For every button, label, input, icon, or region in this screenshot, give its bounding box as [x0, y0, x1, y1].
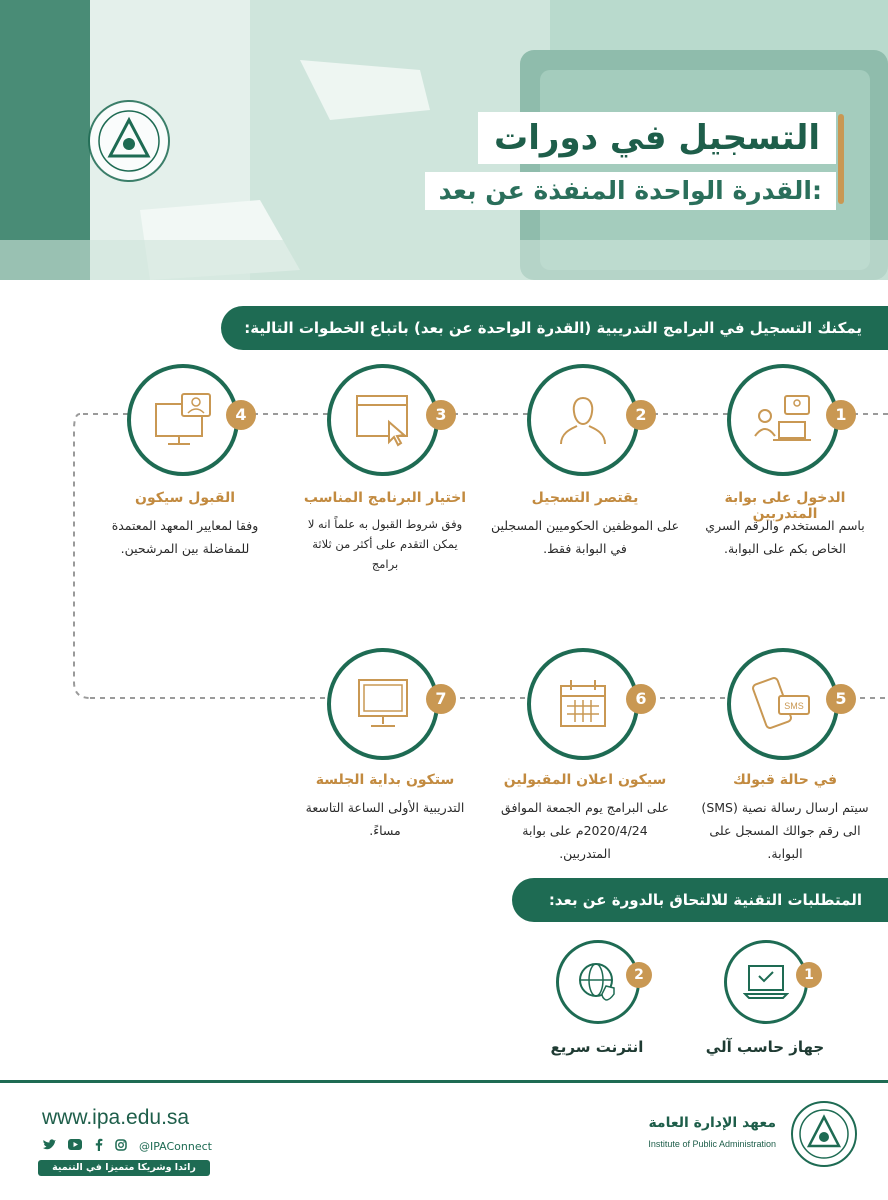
step-4-title: القبول سيكون [135, 490, 235, 506]
step-1-circle [727, 364, 839, 476]
requirement-2-number: 2 [626, 962, 652, 988]
step-5-title: في حالة قبولك [732, 772, 838, 788]
step-6-circle [527, 648, 639, 760]
step-7-title: ستكون بداية الجلسة [315, 772, 455, 788]
step-3-description: وفق شروط القبول به علماً انه لا يمكن التقدم على أكثر من ثلاثة برامج [307, 517, 463, 571]
requirement-1-number: 1 [796, 962, 822, 988]
svg-text:SMS: SMS [784, 701, 804, 711]
step-1-title: الدخول على بوابة المتدربين [724, 490, 846, 522]
laptop-icon [743, 962, 789, 1002]
step-2-circle [527, 364, 639, 476]
step-2-title: يقتصر التسجيل [531, 490, 639, 506]
step-5-number: 5 [826, 684, 856, 714]
social-links [42, 1138, 212, 1154]
intro-banner: يمكنك التسجيل في البرامج التدريبية (القدرة الواحدة عن بعد) باتباع الخطوات التالية: [221, 306, 888, 350]
step-7-number: 7 [426, 684, 456, 714]
step-2-number: 2 [626, 400, 656, 430]
footer-divider [0, 1080, 888, 1083]
globe-shield-icon [576, 960, 620, 1004]
user-icon [555, 392, 611, 448]
step-6-number: 6 [626, 684, 656, 714]
website-link[interactable]: www.ipa.edu.sa [42, 1106, 190, 1129]
footer-seal-logo [790, 1100, 858, 1168]
step-6-title: سيكون اعلان المقبولين [503, 772, 667, 788]
requirement-1-label: جهاز حاسب آلي [705, 1038, 825, 1056]
step-5-circle [727, 648, 839, 760]
twitter-icon[interactable] [42, 1139, 56, 1154]
step-3-number: 3 [426, 400, 456, 430]
step-7-circle [327, 648, 439, 760]
requirement-2-label: انترنت سريع [550, 1038, 644, 1056]
step-3-circle [327, 364, 439, 476]
calendar-icon [555, 676, 611, 732]
step-4-circle [127, 364, 239, 476]
step-4-number: 4 [226, 400, 256, 430]
trainee-computer-icon [751, 392, 815, 448]
browser-cursor-icon [353, 392, 413, 448]
step-1-number: 1 [826, 400, 856, 430]
step-6-description: على البرامج يوم الجمعة الموافق 2020/4/24م على بوابة المتدربين. [501, 800, 669, 861]
youtube-icon[interactable] [68, 1139, 82, 1153]
org-name-arabic: معهد الإدارة العامة [648, 1115, 776, 1131]
step-2-description: على الموظفين الحكوميين المسجلين في البوابة فقط. [490, 518, 680, 556]
social-handle[interactable]: @IPAConnect [139, 1139, 212, 1153]
requirements-banner: المتطلبات التقنية للالتحاق بالدورة عن بعد: [512, 878, 888, 922]
sms-phone-icon [751, 674, 815, 734]
step-1-description: باسم المستخدم والرقم السري الخاص بكم على البوابة. [705, 518, 865, 556]
instagram-icon[interactable] [115, 1139, 127, 1154]
monitor-user-chat-icon [152, 392, 214, 448]
step-4-description: وفقا لمعايير المعهد المعتمدة للمفاضلة بين المرشحين. [111, 518, 259, 556]
step-7-description: التدريبية الأولى الساعة التاسعة مساءً. [305, 800, 465, 838]
step-3-title: اختيار البرنامج المناسب [303, 490, 467, 506]
facebook-icon[interactable] [94, 1138, 103, 1154]
slogan: رائدا وشريكا متميزا في التنمية الإدارية [38, 1160, 210, 1176]
requirement-1-circle [724, 940, 808, 1024]
monitor-icon [355, 676, 411, 732]
step-5-description: سيتم ارسال رسالة نصية (SMS) الى رقم جوالك المسجل على البوابة. [701, 800, 869, 861]
page-subtitle: القدرة الواحدة المنفذة عن بعد: [425, 172, 836, 210]
page-title: التسجيل في دورات [478, 112, 836, 164]
org-name-english: Institute of Public Administration [648, 1139, 776, 1149]
